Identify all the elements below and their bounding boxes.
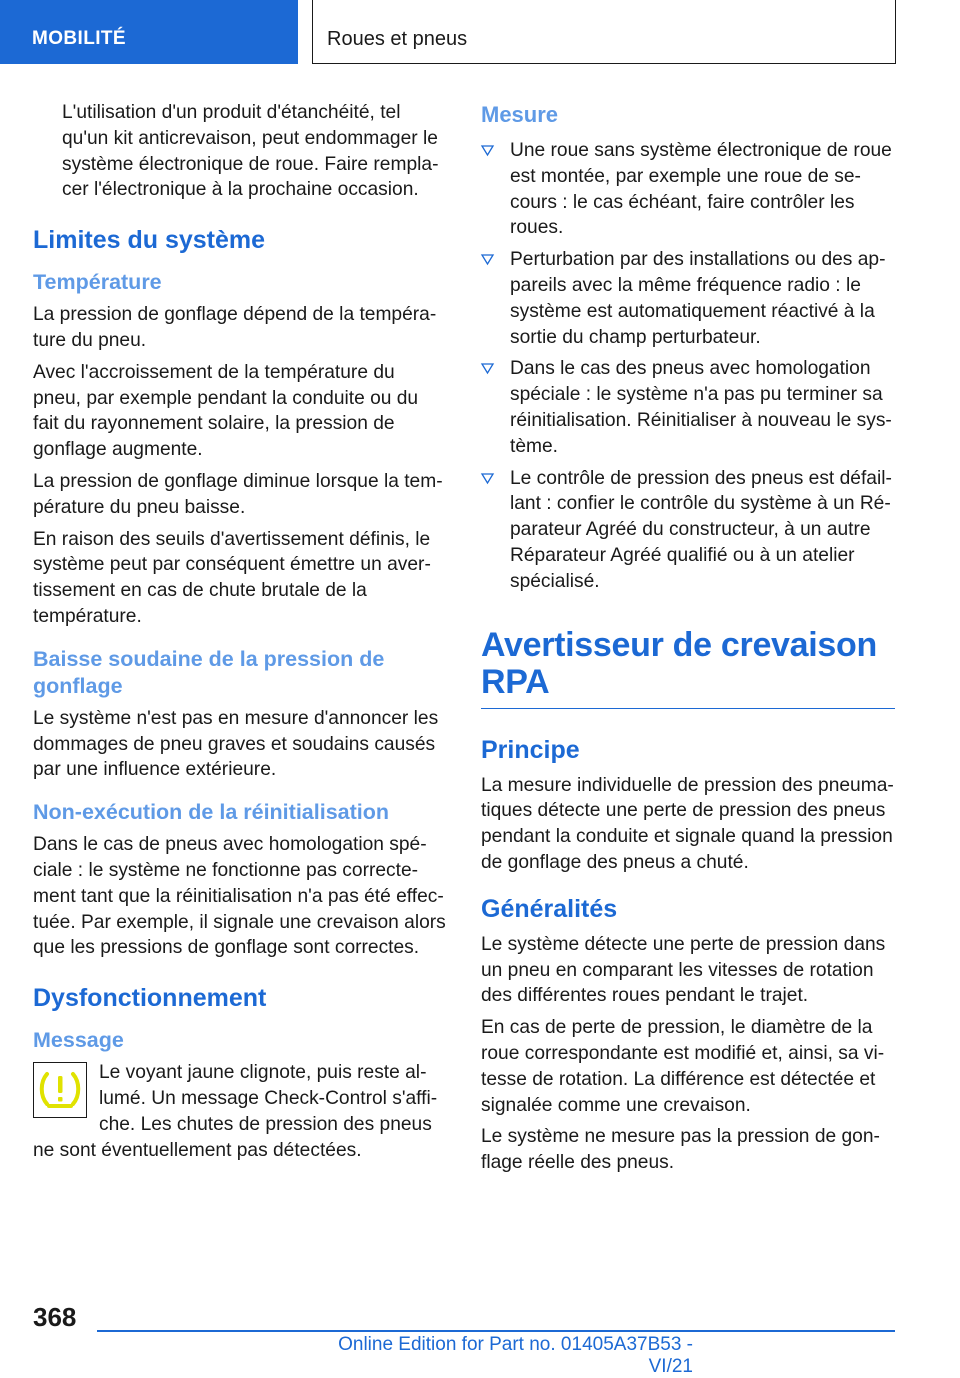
right-column xyxy=(481,100,895,1182)
generalites-paragraph-2: En cas de perte de pression, le diamètre de la roue correspondante est modifié et, ainsi, sa vitesse de rotation. La différence est détectée et signalée comme une crevaison. xyxy=(481,1017,885,1116)
list-item: Dans le cas des pneus avec homologation spéciale : le système n'a pas pu terminer sa réinitialisation. Réinitialiser à nouveau le système. xyxy=(481,356,895,459)
edition-link[interactable]: Online Edition for Part no. 01405A37B53 - VI/21 xyxy=(338,1334,693,1377)
message-block xyxy=(33,1060,447,1163)
chapter-label: Roues et pneus xyxy=(327,28,468,50)
generalites-paragraph-1: Le système détecte une perte de pression dans un pneu en comparant les vitesses de rotation des différentes roues pendant le trajet. xyxy=(481,933,886,1007)
temperature-paragraph-4: En raison des seuils d'avertissement définis, le système peut par conséquent émettre un avertissement en cas de chute brutale de la température. xyxy=(33,528,431,627)
section-tab[interactable] xyxy=(0,0,298,64)
tire-pressure-warning-icon xyxy=(33,1062,87,1118)
list-item: Perturbation par des installations ou des appareils avec la même fréquence radio : le système est automatiquement réactivé à la sortie du champ perturbateur. xyxy=(481,247,895,350)
heading-message: Message xyxy=(33,1028,124,1053)
heading-limites: Limites du système xyxy=(33,226,266,255)
triangle-bullet-icon xyxy=(481,253,494,266)
chapter-header xyxy=(312,0,896,64)
heading-generalites: Généralités xyxy=(481,894,618,923)
page-number: 368 xyxy=(33,1302,77,1332)
triangle-bullet-icon xyxy=(481,472,494,485)
left-column xyxy=(33,100,447,1169)
principe-paragraph: La mesure individuelle de pression des pneumatiques détecte une perte de pression des pneus pendant la conduite et signale quand la pression de gonflage des pneus a chuté. xyxy=(481,774,894,873)
heading-principe: Principe xyxy=(481,735,580,764)
section-label: MOBILITÉ xyxy=(32,28,126,49)
triangle-bullet-icon xyxy=(481,362,494,375)
baisse-paragraph: Le système n'est pas en mesure d'annoncer les dommages de pneu graves et soudains causés par une influence extérieure. xyxy=(33,707,439,781)
list-item: Le contrôle de pression des pneus est défaillant : confier le contrôle du système à un Réparateur Agréé du constructeur, à un autre Réparateur Agréé qualifié ou à un atelier spécialisé. xyxy=(481,466,895,595)
message-paragraph: Le voyant jaune clignote, puis reste allumé. Un message Check-Control s'affiche. Les chutes de pression des pneus ne sont éventuellement pas détectées. xyxy=(33,1062,438,1161)
footer-divider xyxy=(97,1330,895,1332)
heading-temperature: Température xyxy=(33,270,162,295)
non-execution-paragraph: Dans le cas de pneus avec homologation spéciale : le système ne fonctionne pas correctement tant que la réinitialisation n'a pas été effectuée. Par exemple, il signale une crevaison alors que les pressions de gonflage sont correctes. xyxy=(33,834,446,959)
heading-mesure: Mesure xyxy=(481,102,559,127)
temperature-paragraph-1: La pression de gonflage dépend de la température du pneu. xyxy=(33,304,437,351)
temperature-paragraph-2: Avec l'accroissement de la température du pneu, par exemple pendant la conduite ou du fait du rayonnement solaire, la pression de gonflage augmente. xyxy=(33,361,419,461)
mesure-list xyxy=(481,138,895,595)
temperature-paragraph-3: La pression de gonflage diminue lorsque la température du pneu baisse. xyxy=(33,470,443,518)
heading-dysfonctionnement: Dysfonctionnement xyxy=(33,984,267,1013)
heading-baisse: Baisse soudaine de la pression de gonflage xyxy=(33,646,385,698)
generalites-paragraph-3: Le système ne mesure pas la pression de gonflage réelle des pneus. xyxy=(481,1126,880,1174)
heading-non-execution: Non-exécution de la réinitialisation xyxy=(33,800,390,825)
intro-note: L'utilisation d'un produit d'étanchéité, tel qu'un kit anticrevaison, peut endommager le système électronique de roue. Faire remplacer l'électronique à la prochaine occasion. xyxy=(62,102,439,201)
heading-rpa: Avertisseur de crevaison RPA xyxy=(481,627,895,709)
list-item: Une roue sans système électronique de roue est montée, par exemple une roue de secours : le cas échéant, faire contrôler les roues. xyxy=(481,138,895,241)
triangle-bullet-icon xyxy=(481,144,494,157)
